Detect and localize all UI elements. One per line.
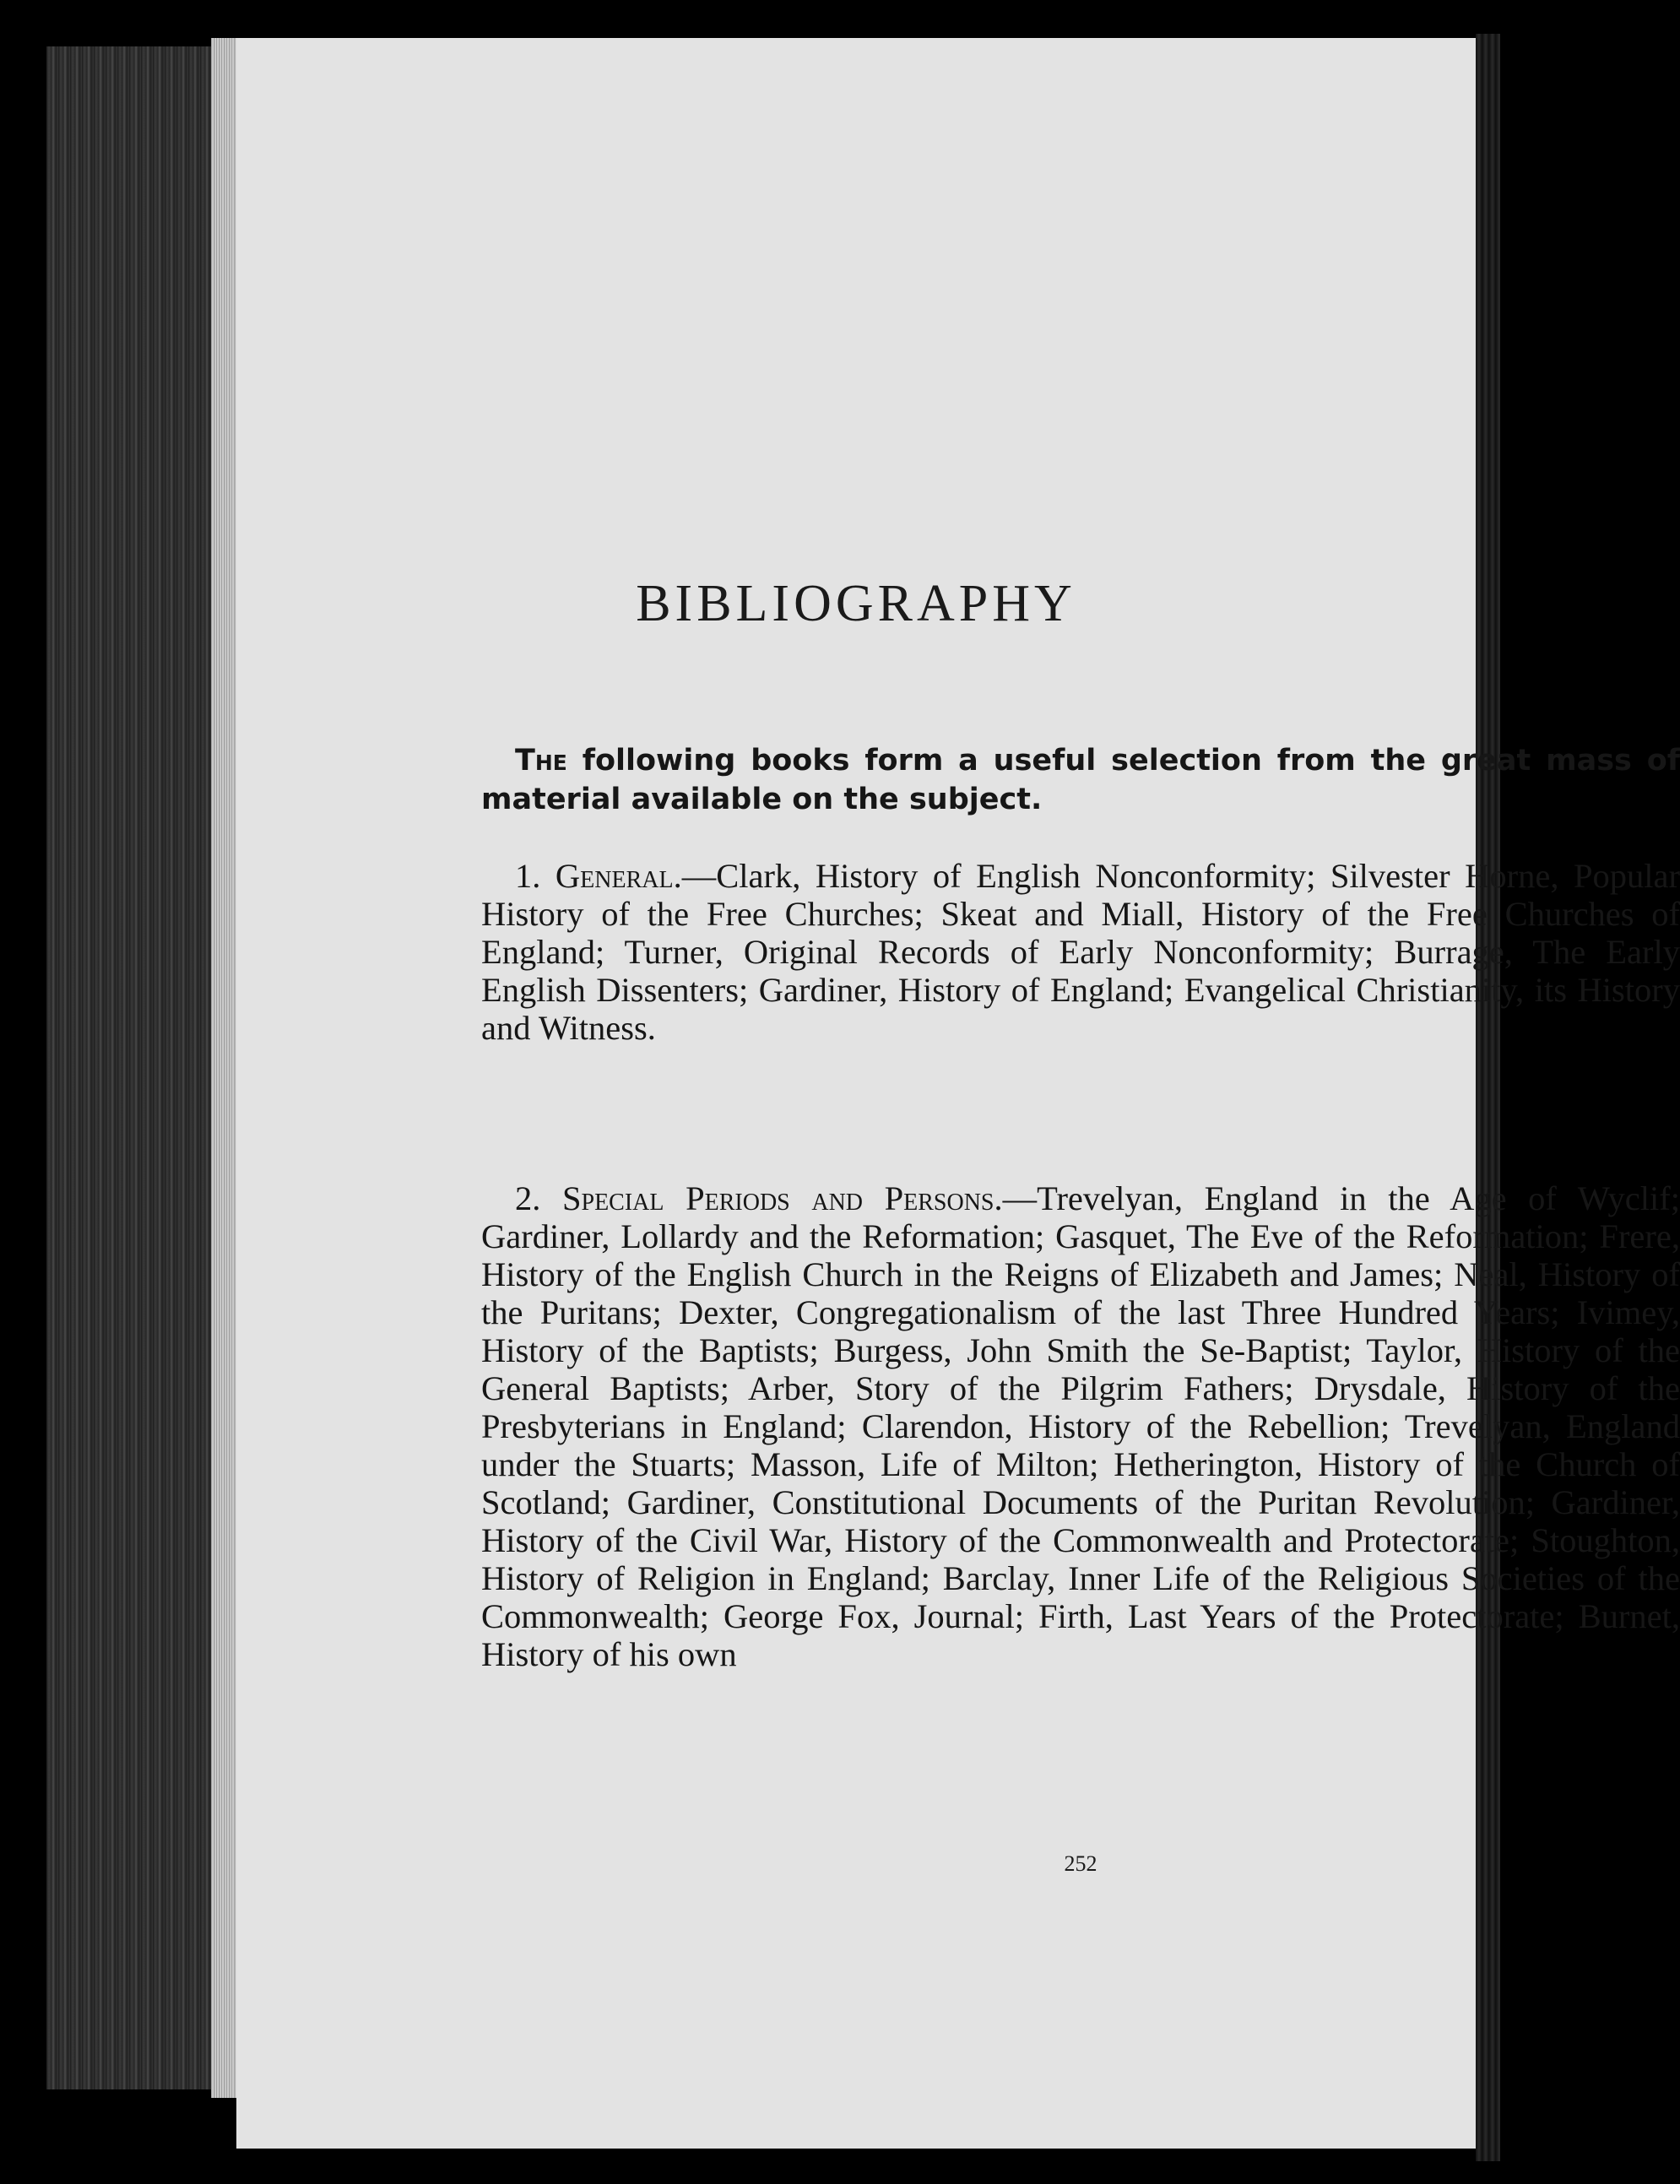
book-spine bbox=[46, 46, 232, 2089]
section-general bbox=[481, 857, 1680, 1047]
section-text: —Trevelyan, England in the Age of Wyclif; Gardiner, Lollardy and the Reformation; Gasquet, The Eve of the Reformation; Frere, History of the English Church in the Reigns of Elizabeth and James; Neal, History of the Puritans; Dexter, Congregationalism of the last Three Hundred Years; Ivimey, History of the Baptists; Burgess, John Smith the Se-Baptist; Taylor, History of the General Baptists; Arber, Story of the Pilgrim Fathers; Drysdale, History of the Presbyterians in England; Clarendon, History of the Rebellion; Trevelyan, England under the Stuarts; Masson, Life of Milton; Hetherington, History of the Church of Scotland; Gardiner, Constitutional Documents of the Puritan Revolution; Gardiner, History of the Civil War, History of the Commonwealth and Protectorate; Stoughton, History of Religion in England; Barclay, Inner Life of the Religious Societies of the Commonwealth; George Fox, Journal; Firth, Last Years of the Protectorate; Burnet, History of his own bbox=[481, 1179, 1680, 1673]
section-label: Special Periods and Persons. bbox=[561, 1179, 1003, 1217]
intro-lead-word: The bbox=[515, 744, 567, 778]
intro-text: following books form a useful selection from the great mass of material available on the subject. bbox=[481, 744, 1680, 816]
page-number: 252 bbox=[1064, 1851, 1097, 1876]
book-page bbox=[236, 38, 1680, 2149]
page-title: BIBLIOGRAPHY bbox=[636, 575, 1076, 632]
page-edges bbox=[211, 38, 236, 2098]
section-number: 2. bbox=[515, 1179, 562, 1217]
intro-paragraph bbox=[481, 741, 1680, 819]
section-number: 1. bbox=[515, 857, 555, 895]
section-text: —Clark, History of English Nonconformity; Silvester Horne, Popular History of the Free Churches; Skeat and Miall, History of the Free Churches of England; Turner, Original Records of Early Nonconformity; Burrage, The Early English Dissenters; Gardiner, History of England; Evangelical Christianity, its History and Witness. bbox=[481, 857, 1680, 1047]
right-page-edge bbox=[1476, 34, 1500, 2161]
section-label: General. bbox=[555, 857, 682, 895]
section-special-periods bbox=[481, 1179, 1680, 1673]
